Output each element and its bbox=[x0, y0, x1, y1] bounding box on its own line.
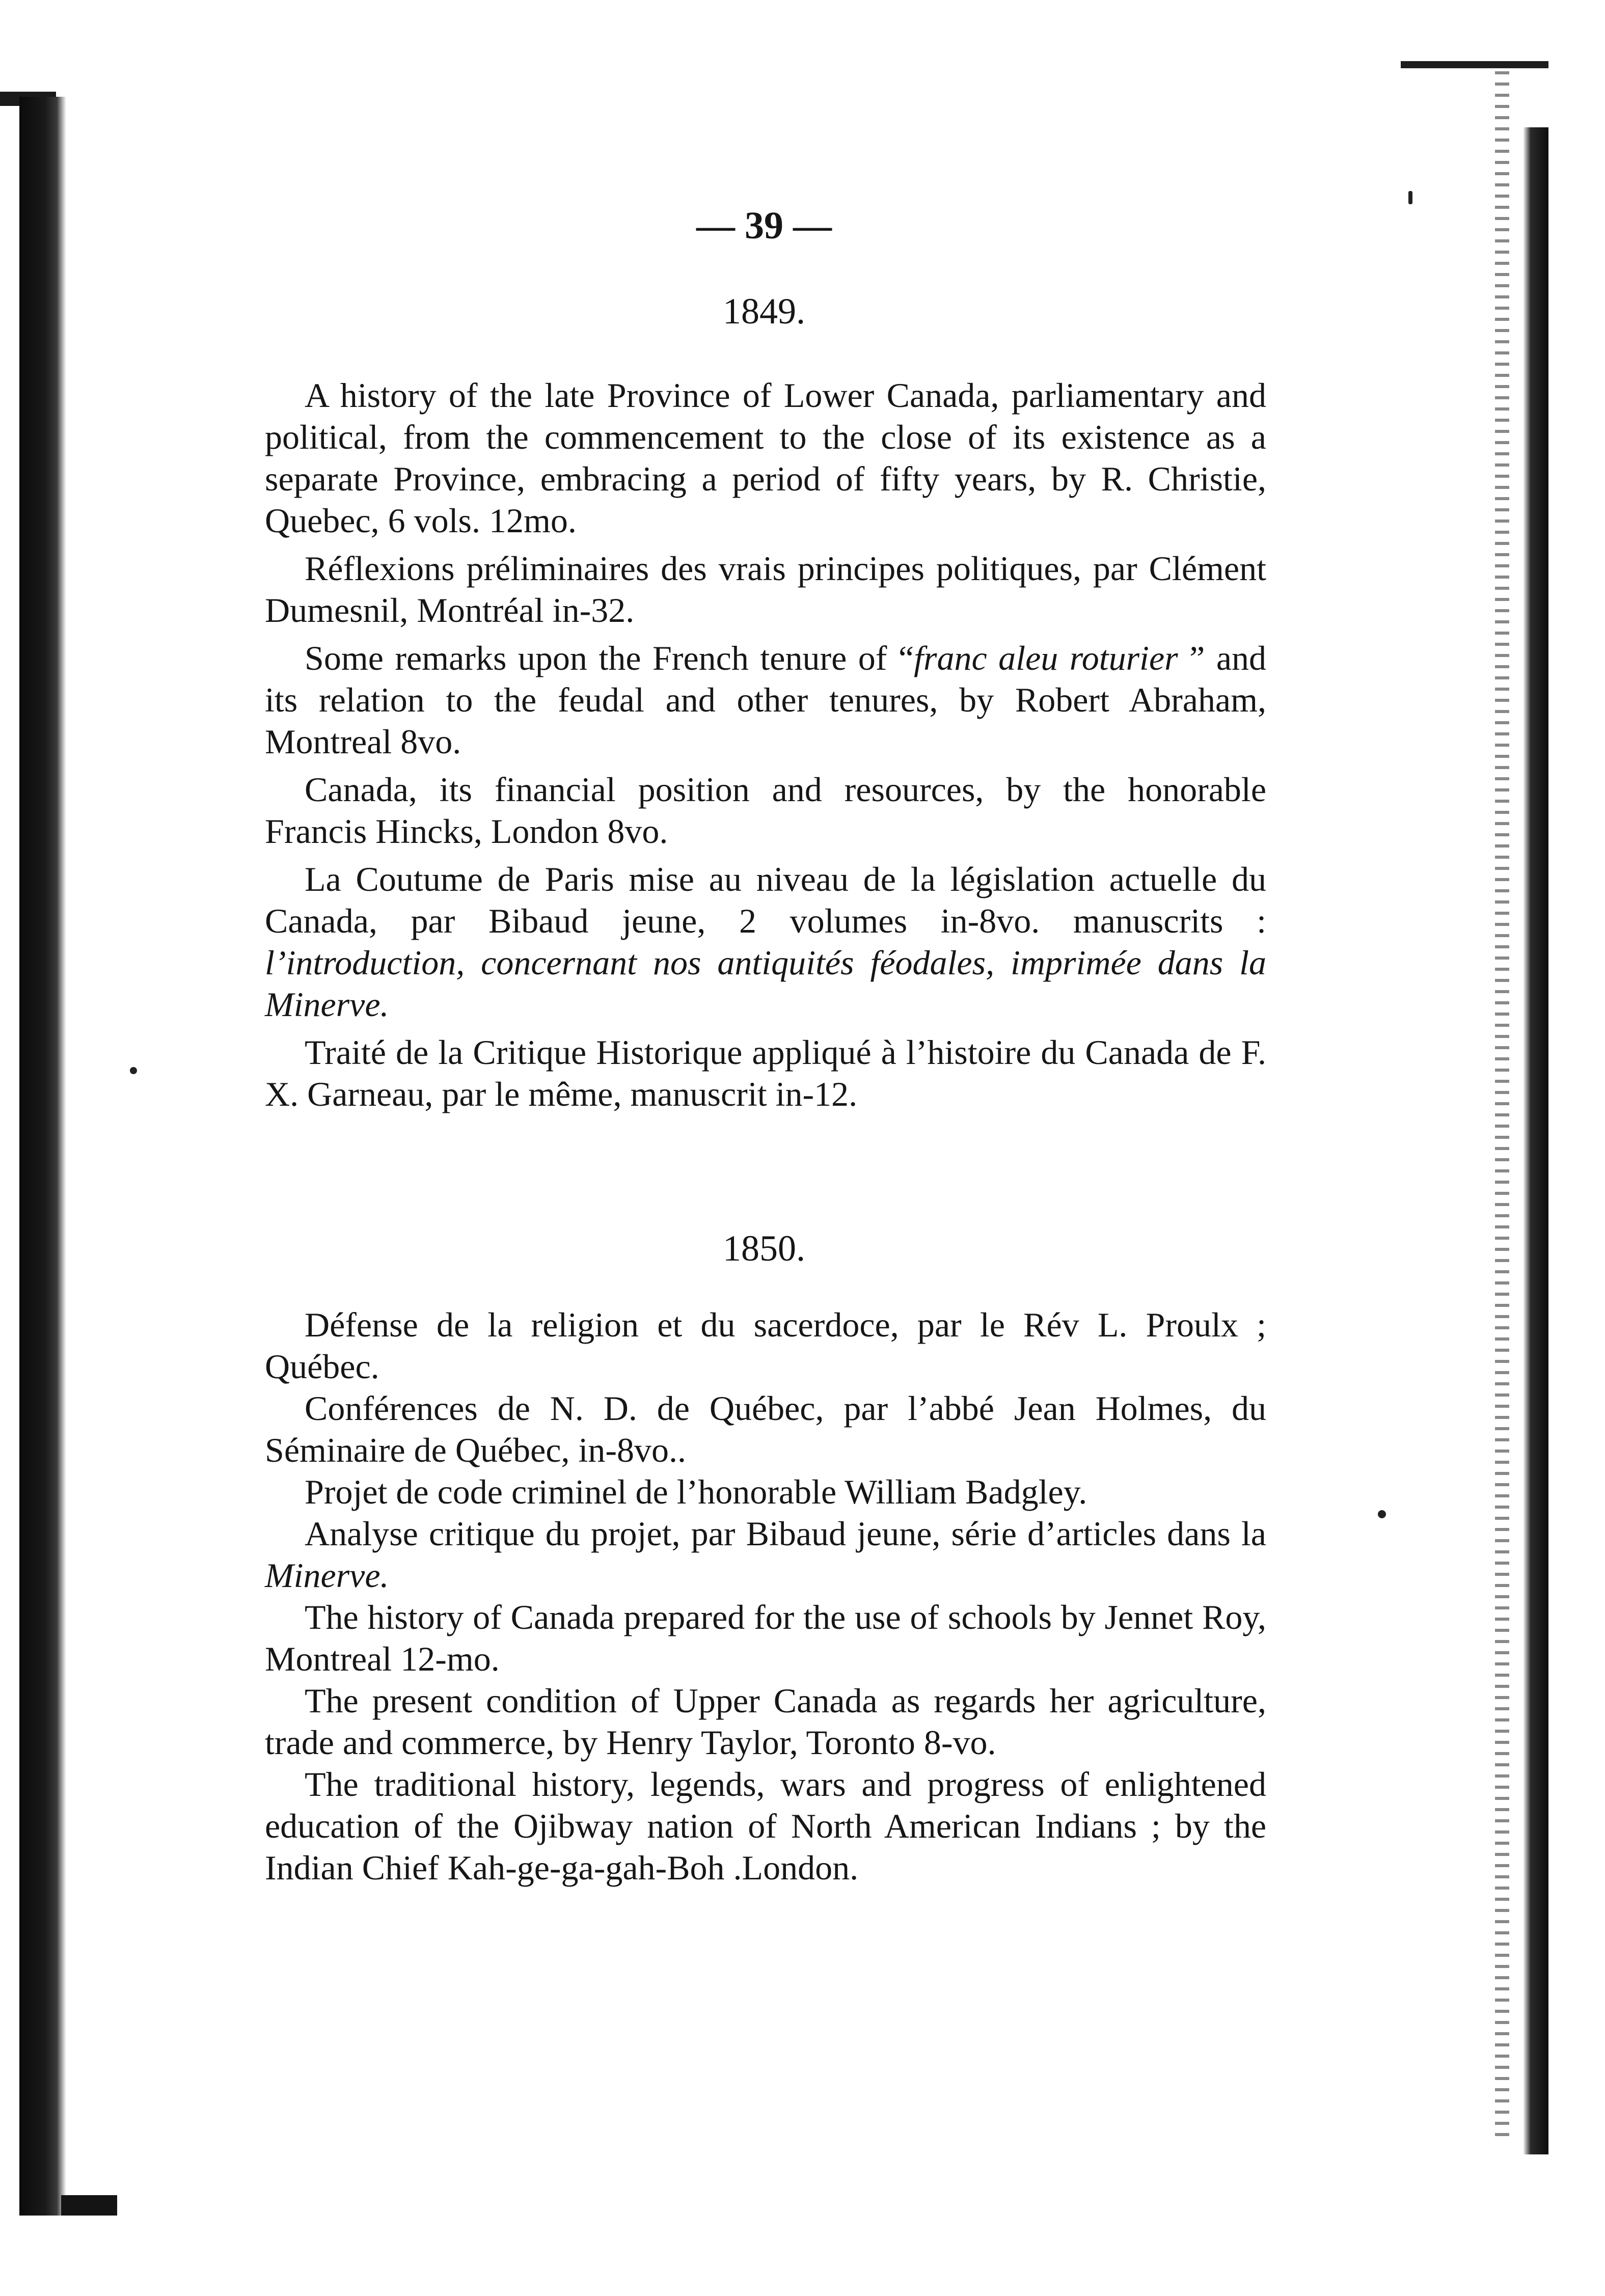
bibliography-entry: Analyse critique du projet, par Bibaud jeune, série d’articles dans la Minerve. bbox=[265, 1514, 1266, 1595]
ink-speck bbox=[1378, 1510, 1386, 1518]
bibliography-entry: Projet de code criminel de l’honorable William Badgley. bbox=[305, 1472, 1087, 1511]
bibliography-entry: Traité de la Critique Historique appliqué à l’histoire du Canada de F. X. Garneau, par le même, manuscrit in-12. bbox=[265, 1033, 1266, 1113]
ink-speck bbox=[1408, 191, 1412, 204]
scan-edge-right bbox=[1523, 127, 1548, 2154]
year-heading-1849: 1849. bbox=[723, 291, 805, 332]
italic-term: franc aleu roturier bbox=[914, 639, 1178, 677]
bibliography-entry: The traditional history, legends, wars and progress of enlightened education of the Ojibway nation of North American Indians ; by the Indian Chief Kah-ge-ga-gah-Boh .London. bbox=[265, 1765, 1266, 1887]
scan-edge-right-top bbox=[1401, 61, 1548, 68]
italic-term: Minerve. bbox=[265, 1556, 389, 1595]
bibliography-entry: La Coutume de Paris mise au niveau de la législation actuelle du Canada, par Bibaud jeune, 2 volumes in-8vo. manuscrits : l’introduction, concernant nos antiquités féodales, imprimée dans la Minerve. bbox=[265, 860, 1266, 1024]
bibliography-entry: A history of the late Province of Lower Canada, parliamentary and political, from the commencement to the close of its existence as a separate Province, embracing a period of fifty years, by R. Christie, Quebec, 6 vols. 12mo. bbox=[265, 376, 1266, 540]
scan-edge-left bbox=[19, 97, 66, 2216]
italic-note: l’introduction, concernant nos antiquités féodales, imprimée dans la Minerve. bbox=[265, 943, 1266, 1024]
bibliography-entry: The history of Canada prepared for the use of schools by Jennet Roy, Montreal 12-mo. bbox=[265, 1598, 1266, 1678]
bibliography-entry: Réflexions préliminaires des vrais principes politiques, par Clément Dumesnil, Montréal in-32. bbox=[265, 549, 1266, 630]
scan-edge-left-foot bbox=[61, 2195, 117, 2216]
page-number: — 39 — bbox=[696, 204, 832, 247]
entry-list-1849 bbox=[265, 374, 1266, 1115]
ink-speck bbox=[130, 1067, 137, 1074]
bibliography-entry: Conférences de N. D. de Québec, par l’abbé Jean Holmes, du Séminaire de Québec, in-8vo.. bbox=[265, 1389, 1266, 1469]
bibliography-entry: Canada, its financial position and resources, by the honorable Francis Hincks, London 8vo. bbox=[265, 770, 1266, 851]
bibliography-entry: Some remarks upon the French tenure of “franc aleu roturier ” and its relation to the feudal and other tenures, by Robert Abraham, Montreal 8vo. bbox=[265, 639, 1266, 761]
bibliography-entry: Défense de la religion et du sacerdoce, par le Rév L. Proulx ; Québec. bbox=[265, 1305, 1266, 1386]
scan-edge-right-spine bbox=[1495, 71, 1509, 2139]
year-heading-1850: 1850. bbox=[723, 1228, 805, 1269]
entry-list-1850 bbox=[265, 1304, 1266, 1889]
bibliography-entry: The present condition of Upper Canada as regards her agriculture, trade and commerce, by Henry Taylor, Toronto 8-vo. bbox=[265, 1681, 1266, 1762]
